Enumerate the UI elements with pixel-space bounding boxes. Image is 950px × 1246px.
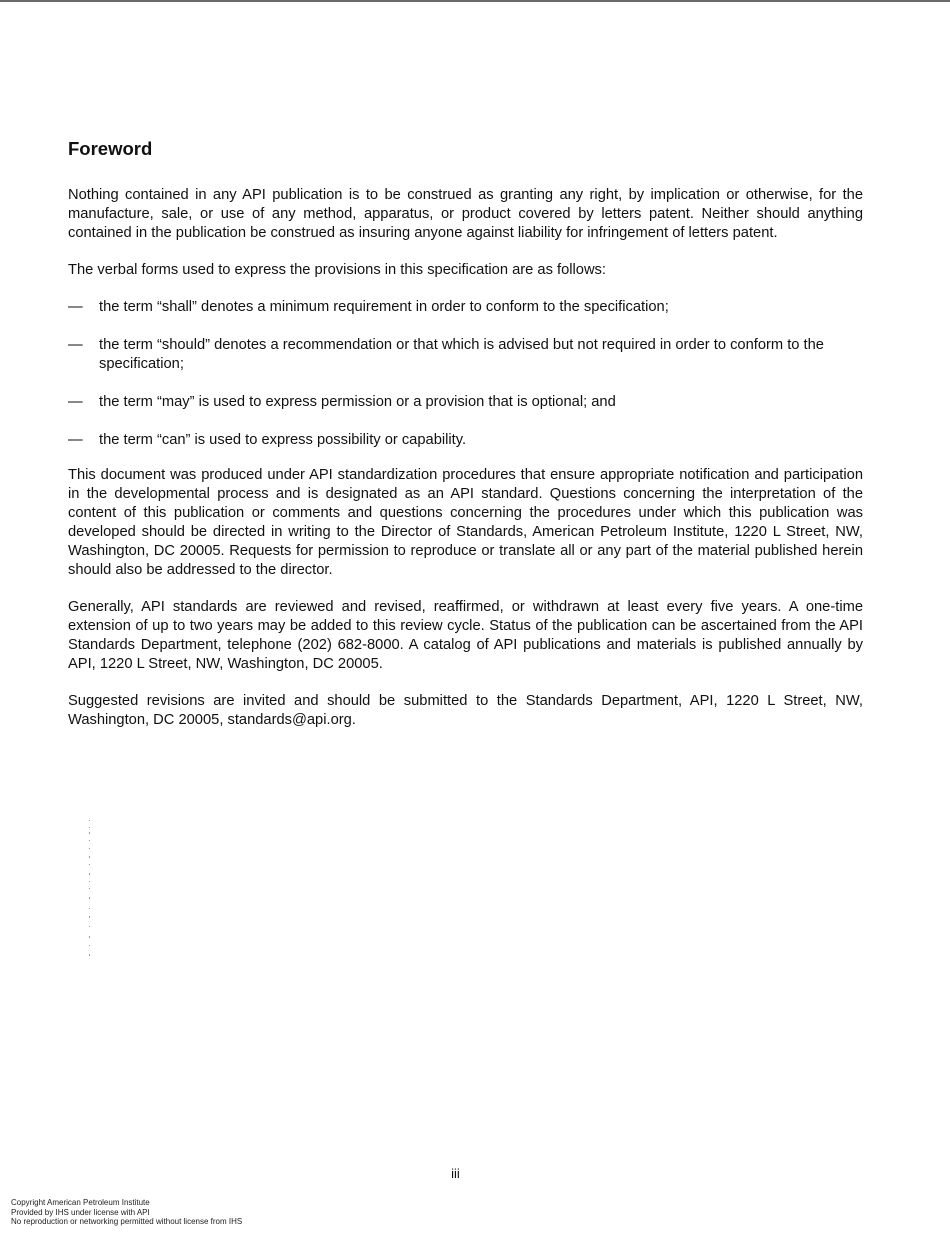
paragraph-review-cycle: Generally, API standards are reviewed and revised, reaffirmed, or withdrawn at least every five years. A one-time extension of up to two years may be added to this review cycle. Status of the publication can be ascertained from the API Standards Department, telephone (202) 682-8000. A catalog of API publications and materials is published annually by API, 1220 L Street, NW, Washington, DC 20005.: [68, 599, 863, 672]
paragraph-suggested-revisions: Suggested revisions are invited and should be submitted to the Standards Department, API, 1220 L Street, NW, Washington, DC 20005, standards@api.org.: [68, 693, 863, 728]
list-item-text: the term “may” is used to express permission or a provision that is optional; and: [99, 394, 616, 410]
footer-line: No reproduction or networking permitted without license from IHS: [11, 1217, 243, 1226]
list-dash: —: [68, 337, 83, 353]
list-dash: —: [68, 432, 83, 448]
list-item-text: the term “should” denotes a recommendation or that which is advised but not required in order to conform to the specification;: [99, 337, 824, 372]
list-item-text: the term “can” is used to express possibility or capability.: [99, 432, 467, 448]
footer-line: Provided by IHS under license with API: [11, 1207, 150, 1217]
document-body: [68, 138, 863, 748]
list-item-should: [68, 336, 863, 374]
page-title: Foreword: [68, 138, 153, 159]
list-item-may: [68, 393, 863, 412]
footer-line: Copyright American Petroleum Institute: [11, 1198, 150, 1207]
list-item-can: [68, 431, 863, 450]
verbal-forms-list: [68, 298, 863, 450]
scan-artifact-marks: [88, 818, 92, 960]
list-item-text: the term “shall” denotes a minimum requirement in order to conform to the specification;: [99, 299, 669, 315]
top-border-line: [0, 0, 950, 2]
paragraph-verbal-forms: The verbal forms used to express the provisions in this specification are as follows:: [68, 262, 606, 278]
list-dash: —: [68, 394, 83, 410]
list-dash: —: [68, 299, 83, 315]
paragraph-standardization: This document was produced under API standardization procedures that ensure appropriate notification and participation in the developmental process and is designated as an API standard. Questions concerning the interpretation of the content of this publication or comments and questions concerning the procedures under which this publication was developed should be directed in writing to the Director of Standards, American Petroleum Institute, 1220 L Street, NW, Washington, DC 20005. Requests for permission to reproduce or translate all or any part of the material published herein should also be addressed to the director.: [68, 467, 863, 578]
copyright-footer: [11, 1198, 242, 1227]
list-item-shall: [68, 298, 863, 317]
paragraph-patent: Nothing contained in any API publication is to be construed as granting any right, by implication or otherwise, for the manufacture, sale, or use of any method, apparatus, or product covered by letters patent. Neither should anything contained in the publication be construed as insuring anyone against liability for infringement of letters patent.: [68, 187, 863, 241]
page-number: iii: [451, 1166, 460, 1181]
